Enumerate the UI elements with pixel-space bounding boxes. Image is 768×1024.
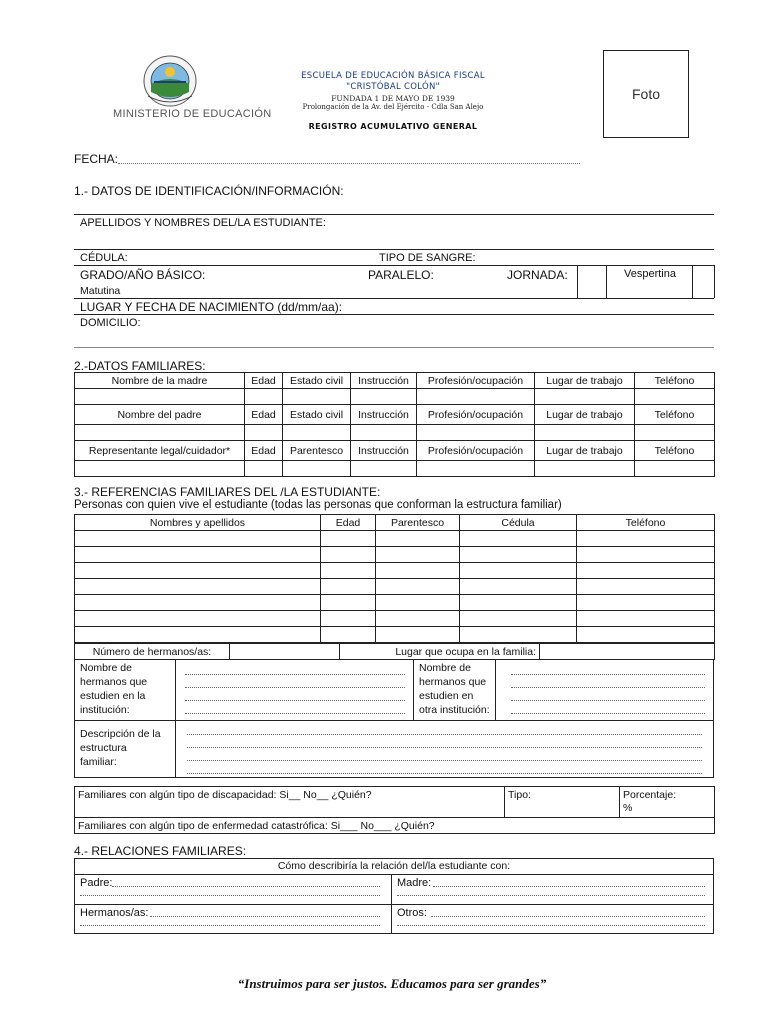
relationship-header: Parentesco: [283, 441, 351, 461]
table-row: [75, 818, 715, 834]
age-header: Edad: [245, 405, 283, 425]
age-header: Edad: [321, 515, 376, 531]
table-row: [75, 644, 715, 660]
matutina-label: Matutina: [80, 285, 121, 297]
occupation-header: Profesión/ocupación: [417, 441, 535, 461]
relationship-header: Parentesco: [376, 515, 460, 531]
address-line: Prolongación de la Av. del Ejército - Cdla San Alejo: [302, 103, 484, 111]
divider: [74, 214, 714, 215]
vespertina-checkbox[interactable]: [692, 265, 715, 298]
family-structure-label: Descripción de la estructura familiar:: [80, 728, 161, 768]
fecha-label: FECHA:: [74, 152, 119, 166]
ministry-label: MINISTERIO DE EDUCACIÓN: [113, 108, 272, 120]
table-row[interactable]: [75, 579, 715, 595]
vespertina-label: Vespertina: [624, 268, 676, 280]
family-position-label: Lugar que ocupa en la familia:: [340, 644, 540, 660]
footer-motto: “Instruimos para ser justos. Educamos para ser grandes”: [237, 976, 547, 991]
type-field[interactable]: [505, 787, 620, 818]
school-seal: [138, 52, 202, 113]
fecha-input-line[interactable]: [118, 163, 580, 164]
instruction-header: Instrucción: [351, 373, 417, 389]
school-name: ESCUELA DE EDUCACIÓN BÁSICA FISCAL: [301, 71, 485, 81]
section2-title: 2.-DATOS FAMILIARES:: [74, 359, 206, 373]
mother-label: Madre:: [397, 877, 432, 889]
relations-block: [74, 858, 714, 934]
table-row[interactable]: [75, 425, 715, 441]
workplace-header: Lugar de trabajo: [535, 441, 635, 461]
paralelo-label: PARALELO:: [368, 268, 434, 282]
siblings-count-label: Número de hermanos/as:: [75, 644, 230, 660]
names-header: Nombres y apellidos: [75, 515, 321, 531]
divider: [74, 314, 714, 315]
divider: [74, 347, 714, 348]
siblings-count-field[interactable]: [230, 644, 340, 660]
section3-title: 3.- REFERENCIAS FAMILIARES DEL /LA ESTUDIANTE:: [74, 485, 381, 499]
phone-header: Teléfono: [635, 373, 715, 389]
civil-status-header: Estado civil: [283, 405, 351, 425]
table-row: [75, 373, 715, 389]
section1-title: 1.- DATOS DE IDENTIFICACIÓN/INFORMACIÓN:: [74, 184, 344, 198]
type-label: Tipo:: [508, 789, 531, 801]
divider: [74, 249, 714, 250]
age-header: Edad: [245, 373, 283, 389]
occupation-header: Profesión/ocupación: [417, 405, 535, 425]
references-table: [74, 514, 715, 643]
family-position-field[interactable]: [540, 644, 715, 660]
father-label: Padre:: [80, 877, 113, 889]
siblings-relation-field[interactable]: [80, 907, 380, 926]
school-name-2: "CRISTÓBAL COLÓN": [346, 82, 440, 92]
siblings-same-school-field[interactable]: [185, 662, 405, 714]
domicilio-label: DOMICILIO:: [80, 317, 141, 329]
father-relation-field[interactable]: [80, 877, 380, 896]
jornada-label: JORNADA:: [507, 268, 568, 282]
apellidos-label: APELLIDOS Y NOMBRES DEL/LA ESTUDIANTE:: [80, 217, 326, 229]
others-relation-field[interactable]: [397, 907, 705, 926]
table-row[interactable]: [75, 461, 715, 477]
siblings-other-school-field[interactable]: [511, 662, 705, 714]
workplace-header: Lugar de trabajo: [535, 373, 635, 389]
age-header: Edad: [245, 441, 283, 461]
relations-header: Cómo describiría la relación del/la estudiante con:: [277, 860, 511, 872]
founded-line: FUNDADA 1 DE MAYO DE 1939: [331, 94, 455, 103]
mother-name-header: Nombre de la madre: [75, 373, 245, 389]
divider: [74, 265, 714, 266]
percentage-field[interactable]: [620, 787, 715, 818]
workplace-header: Lugar de trabajo: [535, 405, 635, 425]
table-row[interactable]: [75, 563, 715, 579]
others-label: Otros:: [397, 907, 427, 919]
occupation-header: Profesión/ocupación: [417, 373, 535, 389]
table-row: [75, 515, 715, 531]
matutina-checkbox[interactable]: [577, 265, 607, 298]
lugar-fecha-label: LUGAR Y FECHA DE NACIMIENTO (dd/mm/aa):: [80, 300, 343, 314]
phone-header: Teléfono: [635, 441, 715, 461]
section3-subtitle: Personas con quien vive el estudiante (todas las personas que conforman la estructura familiar): [74, 499, 562, 511]
family-data-table: [74, 372, 715, 477]
cedula-label: CÉDULA:: [80, 252, 128, 264]
disability-label: Familiares con algún tipo de discapacidad: Si__ No__ ¿Quién?: [75, 787, 505, 818]
section4-title: 4.- RELACIONES FAMILIARES:: [74, 844, 247, 858]
siblings-block: [74, 659, 714, 778]
record-title: REGISTRO ACUMULATIVO GENERAL: [308, 122, 478, 131]
civil-status-header: Estado civil: [283, 373, 351, 389]
tipo-sangre-label: TIPO DE SANGRE:: [379, 252, 476, 264]
siblings-other-school-label: Nombre de hermanos que estudien en otra institución:: [419, 662, 490, 716]
phone-header: Teléfono: [577, 515, 715, 531]
grado-label: GRADO/AÑO BÁSICO:: [80, 268, 206, 282]
phone-header: Teléfono: [635, 405, 715, 425]
percentage-sign: %: [623, 802, 633, 814]
siblings-count-table: [74, 643, 715, 660]
father-name-header: Nombre del padre: [75, 405, 245, 425]
family-structure-field[interactable]: [187, 722, 702, 774]
divider: [74, 298, 714, 299]
table-row: [75, 405, 715, 425]
siblings-same-school-label: Nombre de hermanos que estudien en la institución:: [80, 662, 148, 716]
id-header: Cédula: [460, 515, 577, 531]
table-row[interactable]: [75, 595, 715, 611]
table-row[interactable]: [75, 611, 715, 627]
table-row[interactable]: [75, 531, 715, 547]
catastrophic-illness-label: Familiares con algún tipo de enfermedad catastrófica: Si___ No___ ¿Quién?: [75, 818, 715, 834]
percentage-label: Porcentaje:: [623, 789, 677, 801]
photo-label: Foto: [631, 86, 660, 102]
table-row[interactable]: [75, 627, 715, 643]
table-row[interactable]: [75, 547, 715, 563]
school-seal-icon: [138, 52, 202, 110]
table-row[interactable]: [75, 389, 715, 405]
instruction-header: Instrucción: [351, 441, 417, 461]
guardian-name-header: Representante legal/cuidador*: [75, 441, 245, 461]
table-row: [75, 441, 715, 461]
instruction-header: Instrucción: [351, 405, 417, 425]
table-row: [75, 787, 715, 818]
photo-box: [603, 50, 689, 138]
health-table: [74, 786, 715, 834]
mother-relation-field[interactable]: [397, 877, 705, 896]
siblings-label: Hermanos/as:: [80, 907, 149, 919]
